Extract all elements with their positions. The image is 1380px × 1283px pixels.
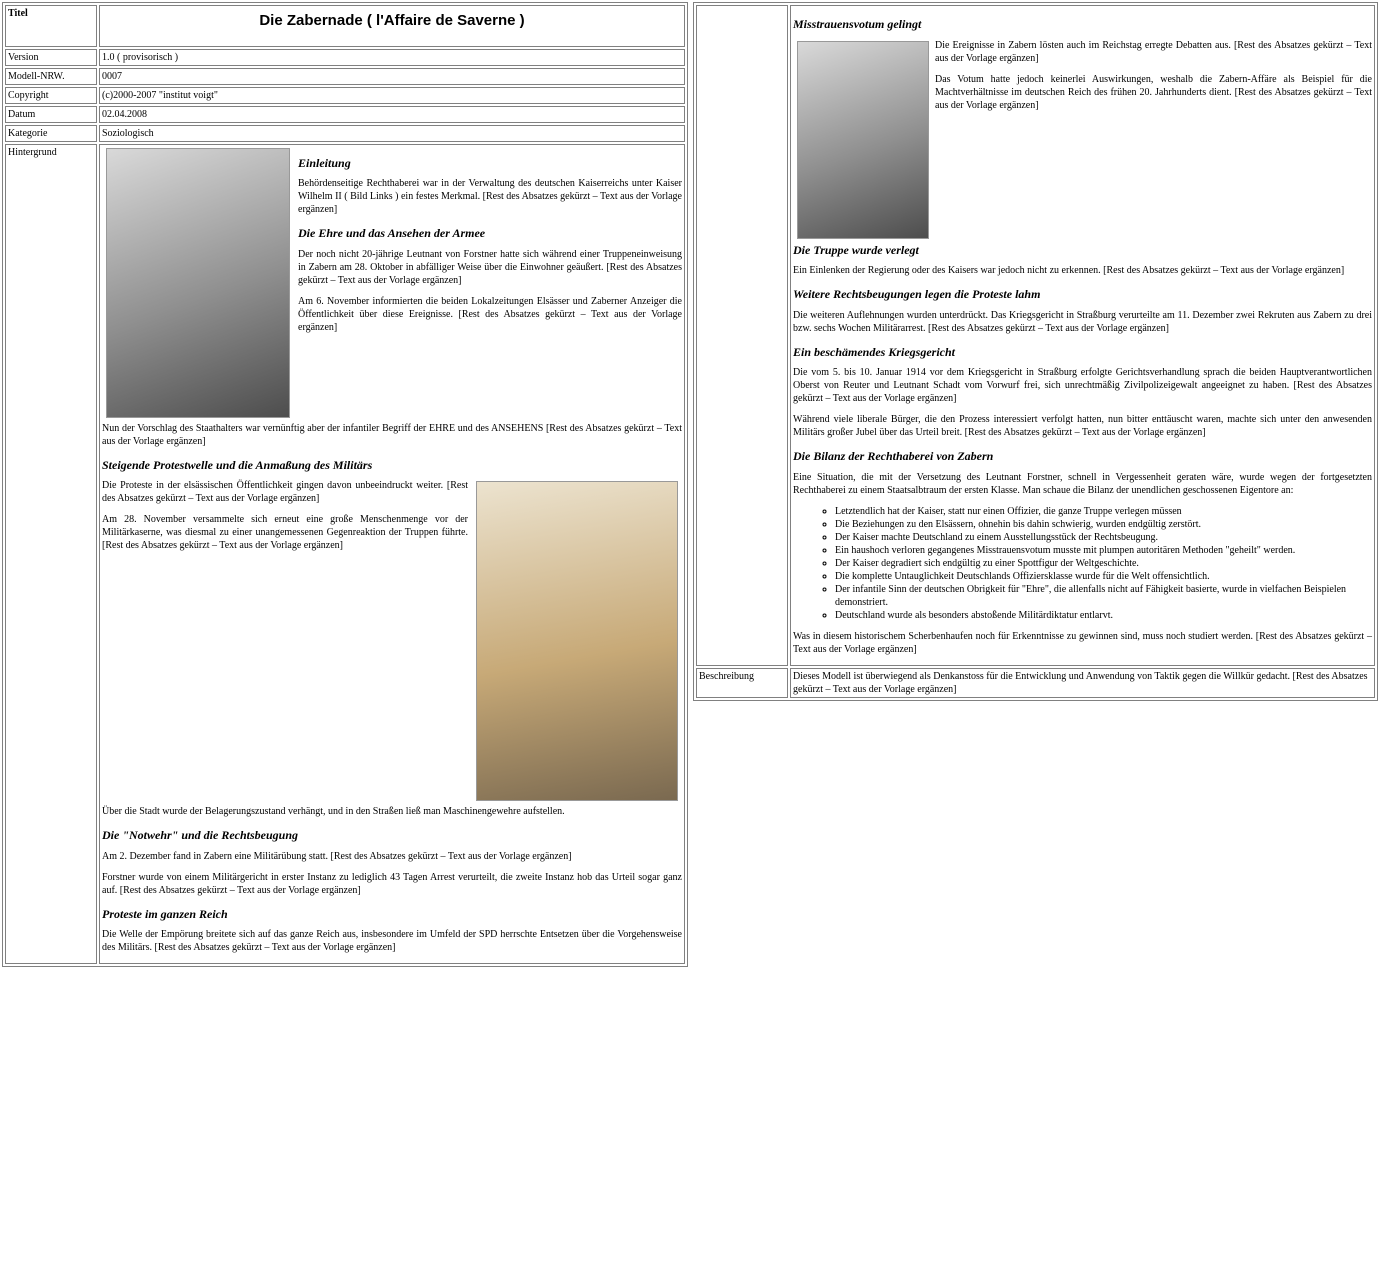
section-heading: Die Ehre und das Ansehen der Armee xyxy=(298,226,486,241)
meta-table xyxy=(2,2,688,967)
postcard-image xyxy=(476,481,678,801)
paragraph: Am 28. November versammelte sich erneut eine große Menschenmenge vor der Militärkaserne, was diesmal zu einer unangemessenen Gegenreaktion der Truppen führte. [Rest des Absatzes gekürzt – Text aus der Vorlage ergänzen] xyxy=(102,514,468,552)
paragraph: Über die Stadt wurde der Belagerungszustand verhängt, und in den Straßen ließ man Maschinengewehre aufstellen. xyxy=(102,806,565,818)
paragraph: Die Welle der Empörung breitete sich auf das ganze Reich aus, insbesondere im Umfeld der SPD herrschte Entsetzen über die Vorgehensweise des Militärs. [Rest des Absatzes gekürzt – Text aus der Vorlage ergänzen] xyxy=(102,929,682,954)
list-item: ◦ Der infantile Sinn der deutschen Obrigkeit für "Ehre", die allenfalls nicht auf Fähigkeit basierte, wurde in vielfachen Beispielen demonstriert. xyxy=(835,583,1372,609)
meta-label: Modell-NRW. xyxy=(5,68,97,85)
section-heading: Steigende Protestwelle und die Anmaßung des Militärs xyxy=(102,457,373,472)
meta-row-copyright xyxy=(5,87,685,104)
meta-value: 02.04.2008 xyxy=(99,106,685,123)
meta-value: Soziologisch xyxy=(99,125,685,142)
description-row xyxy=(696,668,1375,698)
meta-value: 0007 xyxy=(99,68,685,85)
paragraph: Behördenseitige Rechthaberei war in der Verwaltung des deutschen Kaiserreichs unter Kaiser Wilhelm II ( Bild Links ) ein festes Merkmal. [Rest des Absatzes gekürzt – Text aus der Vorlage ergänzen] xyxy=(298,178,682,216)
section-heading: Ein beschämendes Kriegsgericht xyxy=(793,344,956,359)
bethmann-photo-image xyxy=(797,41,929,239)
list-item: ◦ Deutschland wurde als besonders abstoßende Militärdiktatur entlarvt. xyxy=(835,609,1372,622)
paragraph: Das Votum hatte jedoch keinerlei Auswirkungen, weshalb die Zabern-Affäre als Beispiel für die Machtverhältnisse im deutschen Reich des frühen 20. Jahrhunderts dient. [Rest des Absatzes gekürzt – Text aus der Vorlage ergänzen] xyxy=(935,73,1372,111)
paragraph: Am 6. November informierten die beiden Lokalzeitungen Elsässer und Zaberner Anzeiger die Öffentlichkeit über diese Ereignisse. [Rest des Absatzes gekürzt – Text aus der Vorlage ergänzen] xyxy=(298,295,682,333)
list-item: ◦ Letztendlich hat der Kaiser, statt nur einen Offizier, die ganze Truppe verlegen müssen xyxy=(835,505,1372,518)
paragraph: Ein Einlenken der Regierung oder des Kaisers war jedoch nicht zu erkennen. [Rest des Absatzes gekürzt – Text aus der Vorlage ergänzen] xyxy=(793,265,1345,277)
list-item: ◦ Die Beziehungen zu den Elsässern, ohnehin bis dahin schwierig, wurden endgültig zerstört. xyxy=(835,518,1372,531)
left-column xyxy=(2,2,688,1281)
bilanz-list xyxy=(813,505,1372,622)
paragraph: Die weiteren Auflehnungen wurden unterdrückt. Das Kriegsgericht in Straßburg verurteilte am 11. Dezember zwei Rekruten aus Zabern zu drei bzw. sechs Wochen Militärarrest. [Rest des Absatzes gekürzt – Text aus der Vorlage ergänzen] xyxy=(793,309,1372,334)
title-cell xyxy=(99,5,685,47)
list-item: ◦ Der Kaiser machte Deutschland zu einem Ausstellungsstück der Rechtsbeugung. xyxy=(835,531,1372,544)
paragraph: Die Ereignisse in Zabern lösten auch im Reichstag erregte Debatten aus. [Rest des Absatzes gekürzt – Text aus der Vorlage ergänzen] xyxy=(935,39,1372,64)
meta-label-text: Titel xyxy=(8,8,28,19)
meta-value: (c)2000-2007 "institut voigt" xyxy=(99,87,685,104)
section-heading: Die Bilanz der Rechthaberei von Zabern xyxy=(793,449,994,464)
meta-value: 1.0 ( provisorisch ) xyxy=(99,49,685,66)
list-item: ◦ Ein haushoch verloren gegangenes Misstrauensvotum musste mit plumpen autoritären Methoden "geheilt" werden. xyxy=(835,544,1372,557)
background-label: Hintergrund xyxy=(5,144,97,965)
paragraph: Am 2. Dezember fand in Zabern eine Militärübung statt. [Rest des Absatzes gekürzt – Text aus der Vorlage ergänzen] xyxy=(102,850,572,862)
paragraph: Während viele liberale Bürger, die den Prozess interessiert verfolgt hatten, nun bitter enttäuscht waren, machte sich unter den anwesenden Militärs großer Jubel über das Urteil breit. [Rest des Absatzes gekürzt – Text aus der Vorlage ergänzen] xyxy=(793,414,1372,439)
continuation-table xyxy=(693,2,1378,701)
paragraph: Die vom 5. bis 10. Januar 1914 vor dem Kriegsgericht in Straßburg erfolgte Gerichtsverhandlung sprach die beiden Hauptverantwortlichen Oberst von Reuter und Leutnant Schadt vom Vorwurf frei, sich unrechtmäßig Zivilpolizeigewalt angeeignet zu haben. [Rest des Absatzes gekürzt – Text aus der Vorlage ergänzen] xyxy=(793,367,1372,405)
description-text: Dieses Modell ist überwiegend als Denkanstoss für die Entwicklung und Anwendung von Taktik gegen die Willkür gedacht. [Rest des Absatzes gekürzt – Text aus der Vorlage ergänzen] xyxy=(790,668,1375,698)
page-title: Die Zabernade ( l'Affaire de Saverne ) xyxy=(259,12,525,29)
background-content xyxy=(99,144,685,965)
list-item: ◦ Die komplette Untauglichkeit Deutschlands Offiziersklasse wurde für die Welt offensichtlich. xyxy=(835,570,1372,583)
paragraph: Die Proteste in der elsässischen Öffentlichkeit gingen davon unbeeindruckt weiter. [Rest des Absatzes gekürzt – Text aus der Vorlage ergänzen] xyxy=(102,480,468,505)
section-heading: Weitere Rechtsbeugungen legen die Proteste lahm xyxy=(793,287,1041,302)
meta-label: Copyright xyxy=(5,87,97,104)
right-column xyxy=(693,2,1378,1126)
meta-label: Datum xyxy=(5,106,97,123)
meta-row-modell xyxy=(5,68,685,85)
background-row xyxy=(5,144,685,965)
paragraph: Der noch nicht 20-jährige Leutnant von Forstner hatte sich während einer Truppeneinweisung in Zabern am 28. Oktober in abfälliger Weise über die Einwohner geäußert. [Rest des Absatzes gekürzt – Text aus der Vorlage ergänzen] xyxy=(298,248,682,286)
meta-label-titel xyxy=(5,5,97,47)
description-label: Beschreibung xyxy=(696,668,788,698)
paragraph: Forstner wurde von einem Militärgericht in erster Instanz zu lediglich 43 Tagen Arrest verurteilt, die zweite Instanz hob das Urteil sogar ganz auf. [Rest des Absatzes gekürzt – Text aus der Vorlage ergänzen] xyxy=(102,871,682,896)
meta-row-datum xyxy=(5,106,685,123)
meta-row-version xyxy=(5,49,685,66)
meta-row-kategorie xyxy=(5,125,685,142)
list-item: ◦ Der Kaiser degradiert sich endgültig zu einer Spottfigur der Weltgeschichte. xyxy=(835,557,1372,570)
paragraph: Was in diesem historischem Scherbenhaufen noch für Erkenntnisse zu gewinnen sind, muss noch studiert werden. [Rest des Absatzes gekürzt – Text aus der Vorlage ergänzen] xyxy=(793,630,1372,655)
section-heading: Einleitung xyxy=(298,155,351,170)
continuation-label xyxy=(696,5,788,666)
paragraph: Eine Situation, die mit der Versetzung des Leutnant Forstner, schnell in Vergessenheit geraten wäre, wurde wegen der fortgesetzten Rechthaberei zu einem Staatsalbtraum der ersten Klasse. Man schaue die Bilanz der unendlichen geschossenen Eigentore an: xyxy=(793,471,1372,496)
kaiser-portrait-image xyxy=(106,148,290,418)
title-row xyxy=(5,5,685,47)
continuation-content xyxy=(790,5,1375,666)
section-heading: Proteste im ganzen Reich xyxy=(102,906,228,921)
continuation-row xyxy=(696,5,1375,666)
meta-label: Version xyxy=(5,49,97,66)
paragraph: Nun der Vorschlag des Staathalters war vernünftig aber der infantiler Begriff der EHRE und des ANSEHENS [Rest des Absatzes gekürzt – Text aus der Vorlage ergänzen] xyxy=(102,422,682,447)
section-heading: Die "Notwehr" und die Rechtsbeugung xyxy=(102,828,299,843)
meta-label: Kategorie xyxy=(5,125,97,142)
section-heading: Die Truppe wurde verlegt xyxy=(793,242,919,257)
section-heading: Misstrauensvotum gelingt xyxy=(793,17,922,31)
